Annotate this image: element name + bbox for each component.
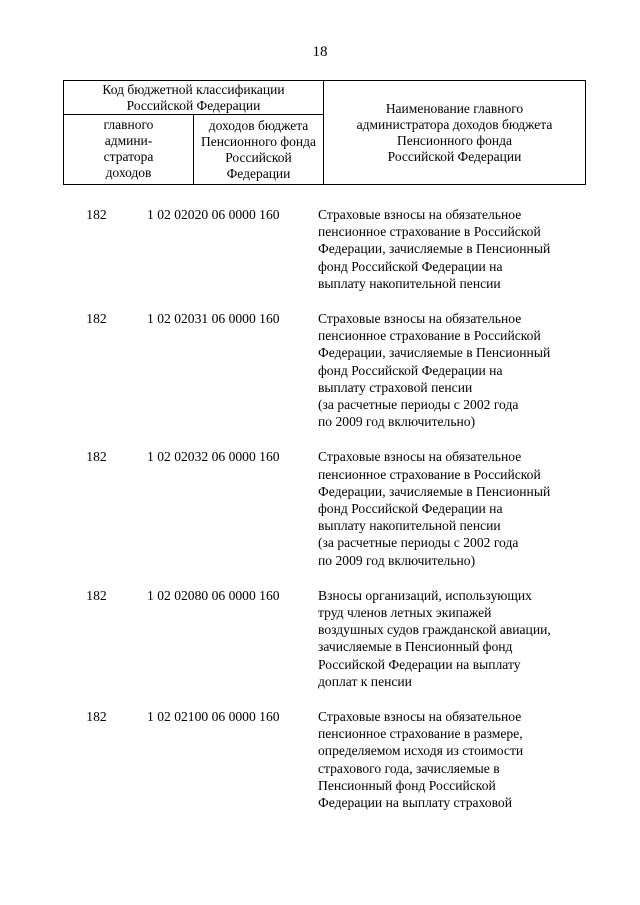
revenue-name (318, 206, 586, 292)
name-line: Страховые взносы на обязательное (318, 311, 522, 327)
revenue-code: 1 02 02100 06 0000 160 (147, 709, 280, 725)
table-row (63, 310, 586, 430)
admin-code: 182 (86, 709, 107, 725)
header-line: админи- (104, 133, 153, 148)
table-row (63, 587, 586, 690)
name-line: Федерации, зачисляемые в Пенсионный (318, 483, 551, 499)
page-number: 18 (312, 44, 328, 60)
revenue-name (318, 708, 586, 811)
header-line: доходов бюджета (208, 117, 309, 133)
name-line: Страховые взносы на обязательное (318, 207, 522, 222)
name-line: Пенсионный фонд Российской (318, 777, 496, 793)
table-row (63, 448, 586, 568)
header-line: Российской Федерации (126, 97, 261, 113)
name-line: определяемом исходя из стоимости (318, 743, 524, 759)
name-line: выплату накопительной пенсии (318, 275, 501, 291)
admin-code: 182 (86, 449, 107, 465)
name-line: пенсионное страхование в размере, (318, 726, 523, 742)
revenue-code: 1 02 02080 06 0000 160 (147, 587, 280, 603)
revenue-code: 1 02 02031 06 0000 160 (147, 311, 280, 327)
header-line: доходов (105, 165, 152, 180)
header-line: Пенсионного фонда (396, 132, 513, 148)
name-line: Российской Федерации на выплату (318, 656, 521, 672)
revenue-code: 1 02 02032 06 0000 160 (147, 449, 280, 465)
header-name-col (324, 81, 586, 185)
header-revenue-col (194, 115, 324, 185)
name-line: (за расчетные периоды с 2002 года (318, 535, 519, 551)
header-line: Наименование главного (385, 100, 524, 116)
name-line: страхового года, зачисляемые в (318, 760, 500, 776)
name-line: Федерации, зачисляемые в Пенсионный (318, 345, 551, 361)
name-line: Страховые взносы на обязательное (318, 709, 522, 725)
header-code-group (64, 81, 324, 115)
name-line: труд членов летных экипажей (318, 605, 492, 621)
revenue-name (318, 448, 586, 568)
name-line: Страховые взносы на обязательное (318, 449, 522, 465)
name-line: выплату страховой пенсии (318, 379, 473, 395)
name-line: выплату накопительной пенсии (318, 518, 501, 534)
name-line: по 2009 год включительно) (318, 414, 476, 430)
table-row (63, 206, 586, 292)
table-header (63, 80, 586, 185)
table-body (63, 206, 586, 811)
name-line: зачисляемые в Пенсионный фонд (318, 639, 513, 655)
header-line: Российской Федерации (225, 149, 292, 181)
name-line: доплат к пенсии (318, 673, 412, 689)
header-line: Пенсионного фонда (200, 133, 317, 149)
name-line: пенсионное страхование в Российской (318, 224, 541, 240)
name-line: фонд Российской Федерации на (318, 258, 503, 274)
table-row (63, 708, 586, 811)
revenue-code: 1 02 02020 06 0000 160 (147, 207, 280, 222)
revenue-name (318, 310, 586, 430)
name-line: пенсионное страхование в Российской (318, 328, 541, 344)
header-admin-col (64, 115, 194, 185)
name-line: Взносы организаций, использующих (318, 587, 532, 603)
admin-code: 182 (86, 587, 107, 603)
revenue-name (318, 587, 586, 690)
name-line: Федерации на выплату страховой (318, 795, 512, 811)
header-line: Российской Федерации (387, 148, 522, 164)
header-line: администратора доходов бюджета (356, 116, 553, 132)
name-line: (за расчетные периоды с 2002 года (318, 397, 519, 413)
name-line: воздушных судов гражданской авиации, (318, 622, 551, 638)
name-line: Федерации, зачисляемые в Пенсионный (318, 241, 551, 257)
header-line: главного (103, 117, 154, 132)
admin-code: 182 (86, 311, 107, 327)
header-line: Код бюджетной классификации (102, 81, 285, 97)
header-line: стратора (103, 149, 154, 164)
name-line: фонд Российской Федерации на (318, 362, 503, 378)
name-line: по 2009 год включительно) (318, 552, 476, 568)
admin-code: 182 (86, 207, 107, 222)
name-line: фонд Российской Федерации на (318, 501, 503, 517)
name-line: пенсионное страхование в Российской (318, 466, 541, 482)
